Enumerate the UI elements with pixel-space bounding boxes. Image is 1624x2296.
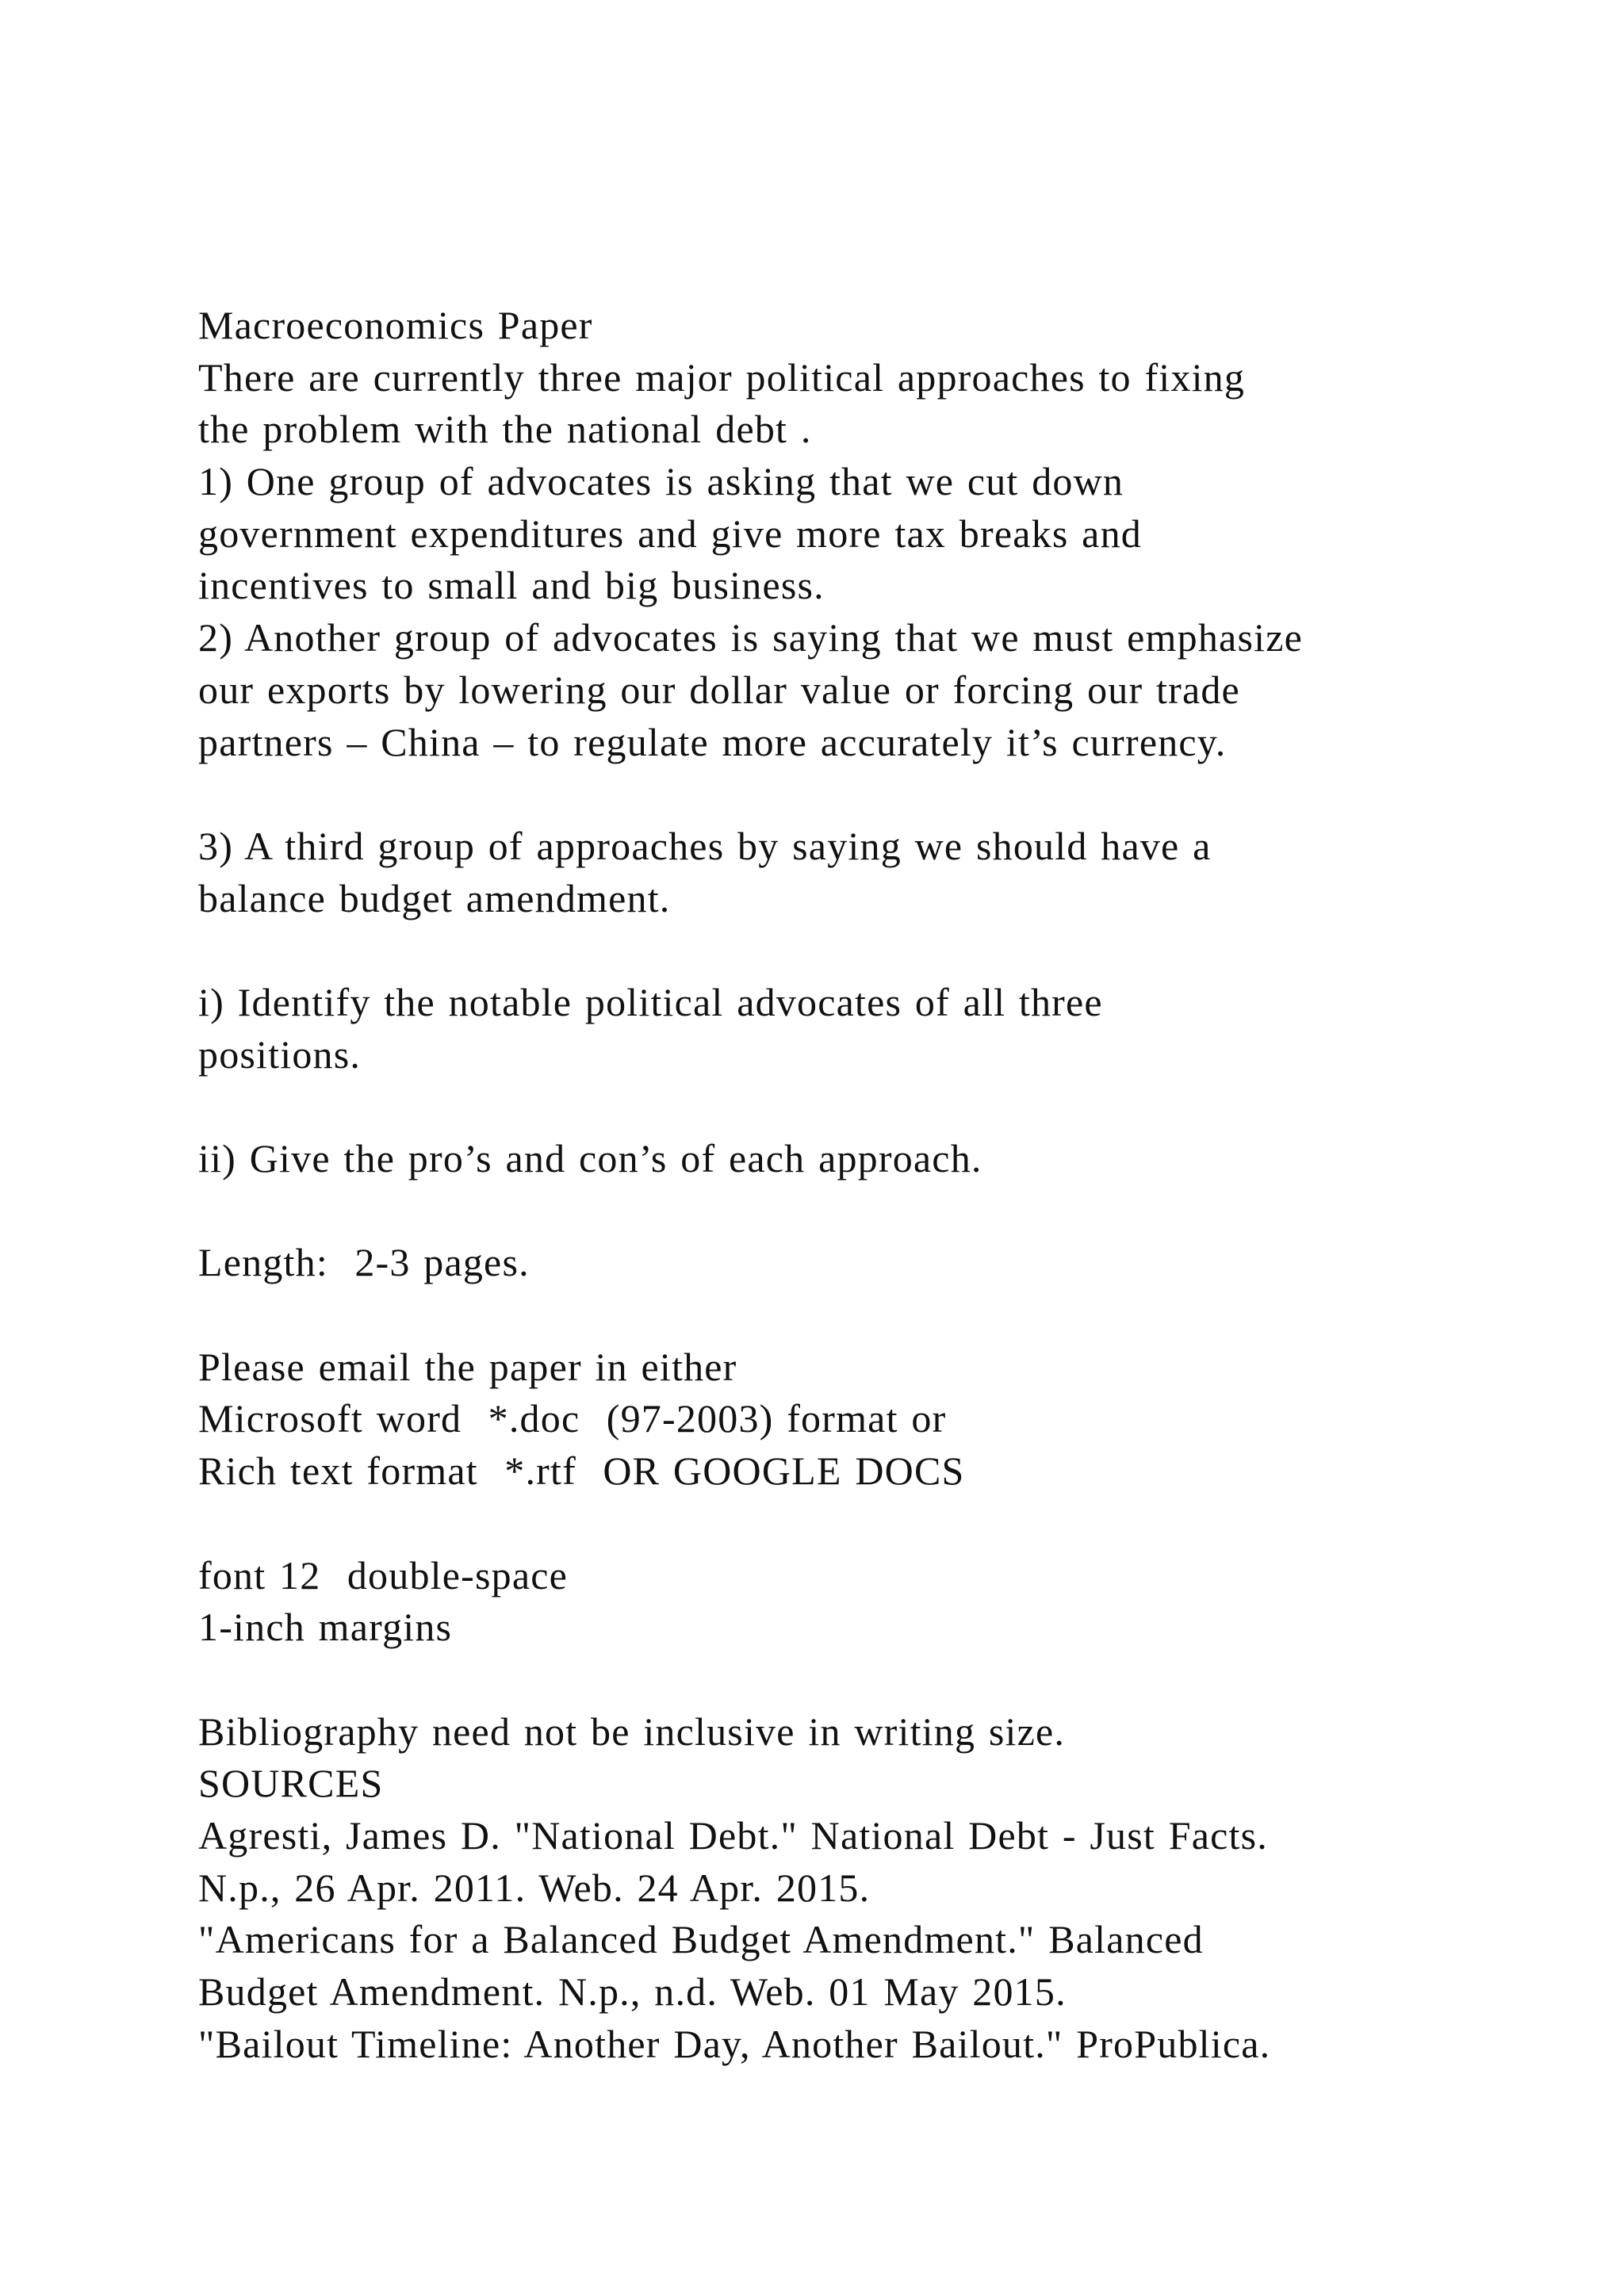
blank-line [198,924,1546,977]
source-line: "Americans for a Balanced Budget Amendment." Balanced [198,1917,1204,1962]
blank-line [198,1654,1546,1706]
document-body [198,300,1546,2070]
approach-3-line: 3) A third group of approaches by saying we should have a [198,823,1212,868]
approach-3-line: balance budget amendment. [198,875,671,920]
blank-line [198,1081,1546,1133]
approach-1-line: 1) One group of advocates is asking that we cut down [198,459,1124,504]
source-line: "Bailout Timeline: Another Day, Another Bailout." ProPublica. [198,2021,1271,2066]
task-i-line: i) Identify the notable political advocates of all three [198,979,1103,1024]
length-line: Length: 2-3 pages. [198,1240,530,1285]
task-ii-line: ii) Give the pro’s and con’s of each approach. [198,1136,982,1181]
approach-2-line: 2) Another group of advocates is saying that we must emphasize [198,615,1303,660]
source-line: N.p., 26 Apr. 2011. Web. 24 Apr. 2015. [198,1865,871,1910]
blank-line [198,1289,1546,1341]
formatting-line: font 12 double-space [198,1552,569,1598]
document-title: Macroeconomics Paper [198,303,593,347]
source-line: Agresti, James D. "National Debt." National Debt - Just Facts. [198,1812,1268,1858]
intro-line: There are currently three major political approaches to fixing [198,354,1246,400]
submission-line: Please email the paper in either [198,1344,737,1389]
approach-2-line: partners – China – to regulate more accurately it’s currency. [198,719,1227,764]
submission-line: Rich text format *.rtf OR GOOGLE DOCS [198,1448,965,1494]
task-i-line: positions. [198,1031,362,1077]
blank-line [198,768,1546,821]
submission-line: Microsoft word *.doc (97-2003) format or [198,1396,947,1441]
formatting-line: 1-inch margins [198,1605,453,1650]
approach-1-line: government expenditures and give more tax breaks and [198,511,1142,556]
approach-1-line: incentives to small and big business. [198,563,825,608]
approach-2-line: our exports by lowering our dollar value or forcing our trade [198,667,1240,712]
intro-line: the problem with the national debt . [198,407,812,452]
bibliography-note: Bibliography need not be inclusive in writing size. [198,1709,1066,1754]
sources-heading: SOURCES [198,1761,384,1806]
blank-line [198,1498,1546,1550]
blank-line [198,1185,1546,1238]
source-line: Budget Amendment. N.p., n.d. Web. 01 May 2015. [198,1969,1067,2014]
